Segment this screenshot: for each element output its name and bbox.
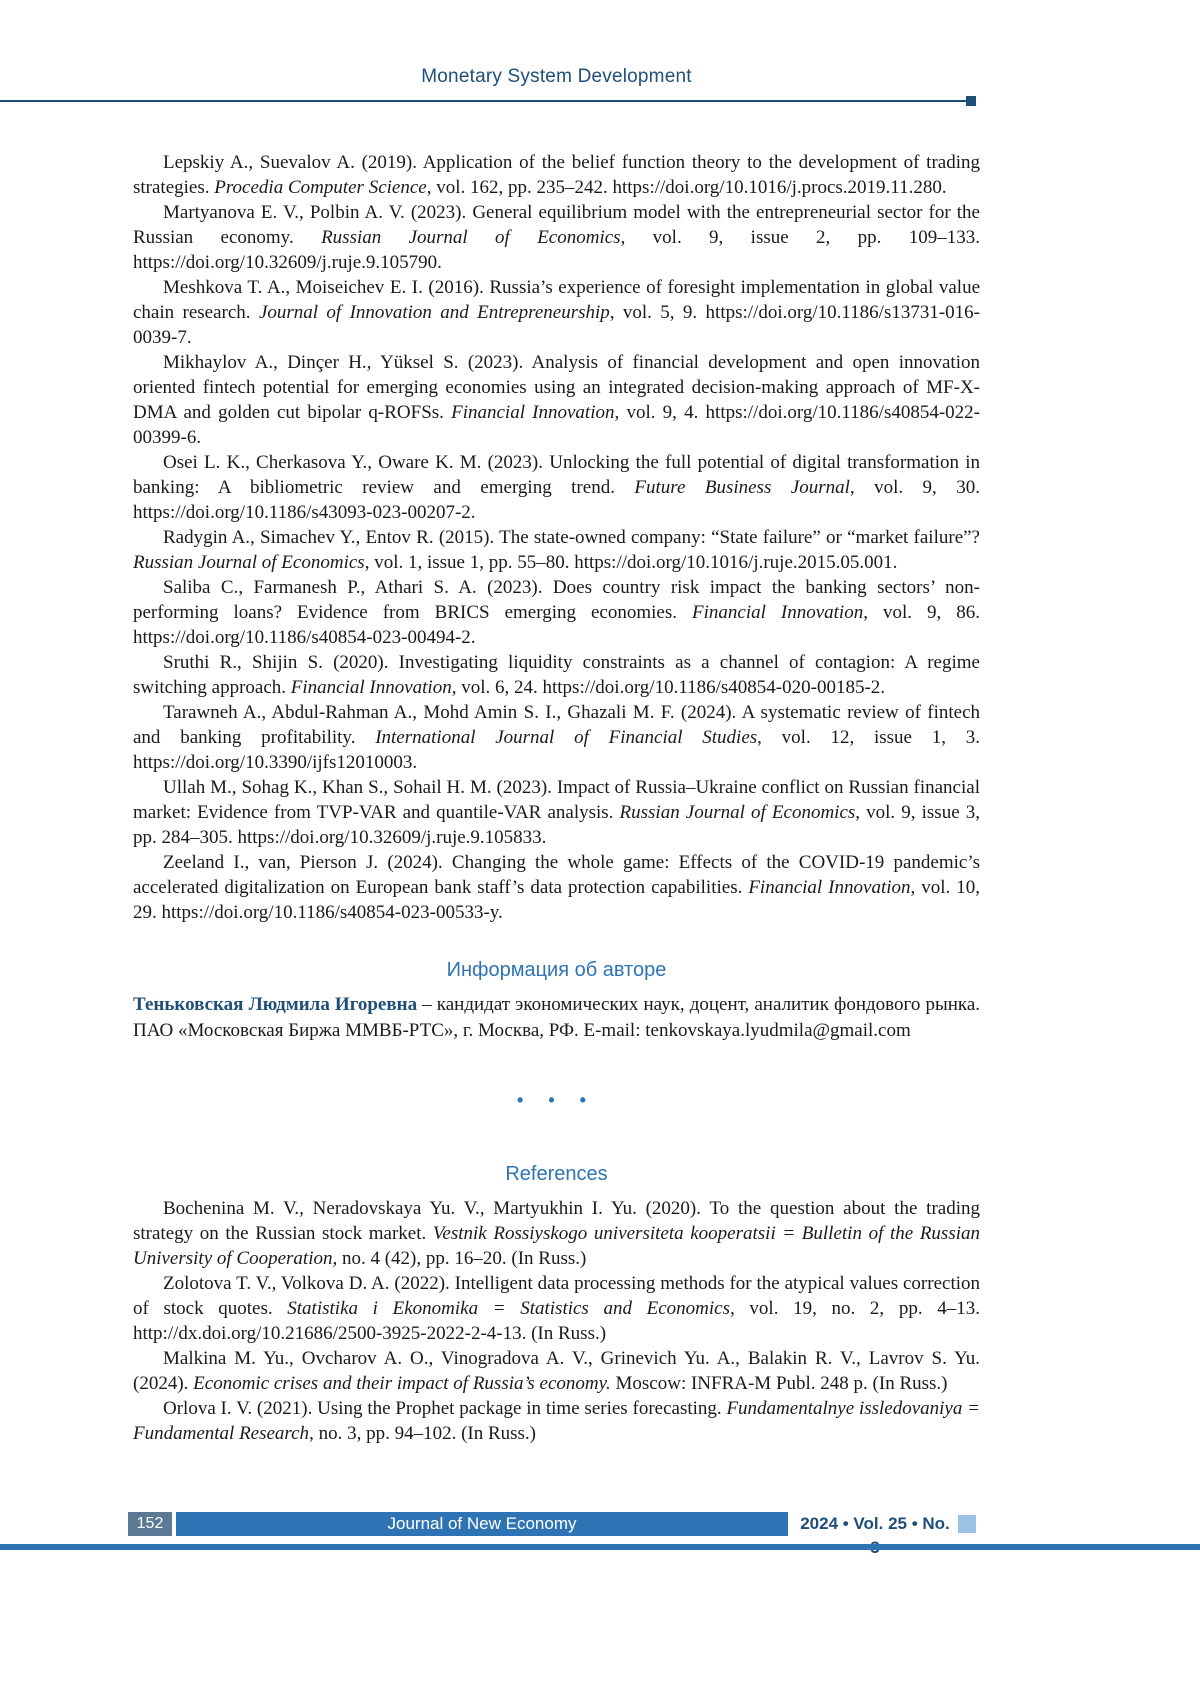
text-run: , vol. 9, issue 2, pp. 109–133. https://doi.org/10.32609/j.ruje.9.105790. (133, 227, 980, 273)
italic-text-run: Russian Journal of Economics (619, 802, 856, 823)
text-run: , vol. 9, 30. https://doi.org/10.1186/s43093-023-00207-2. (133, 477, 980, 523)
text-run: vol. 19, no. 2, pp. 4–13. http://dx.doi.org/10.21686/2500-3925-2022-2-4-13. (In Russ.) (133, 1298, 981, 1344)
text-run: Zolotova T. V., Volkova D. A. (2022). Intelligent data processing methods for the atypical values correction of stock quotes. (133, 1273, 980, 1319)
text-run: , vol. 1, issue 1, pp. 55–80. https://doi.org/10.1016/j.ruje.2015.05.001. (364, 552, 898, 573)
italic-text-run: Fundamentalnye issledovaniya = Fundamental Research (133, 1398, 980, 1444)
text-run: , vol. 10, 29. https://doi.org/10.1186/s40854-023-00533-y. (133, 877, 981, 923)
italic-text-run: Russian Journal of Economics (133, 552, 365, 573)
text-run: , vol. 9, issue 3, pp. 284–305. https://doi.org/10.32609/j.ruje.9.105833. (133, 802, 980, 848)
text-run: Tarawneh A., Abdul-Rahman A., Mohd Amin S. I., Ghazali M. F. (2024). A systematic review of fintech and banking profitability. (133, 702, 980, 748)
references-heading: References (505, 1163, 608, 1185)
footer-accent-square (958, 1515, 976, 1533)
reference-item (133, 150, 980, 200)
italic-text-run: Vestnik Rossiyskogo universiteta kooperatsii = Bulletin of the Russian University of Cooperation (133, 1223, 980, 1269)
text-run: , vol. 5, 9. https://doi.org/10.1186/s13731-016-0039-7. (133, 302, 980, 348)
references-list-continued (133, 150, 980, 925)
italic-text-run: Financial Innovation (692, 602, 864, 623)
text-run: Zeeland I., van, Pierson J. (2024). Changing the whole game: Effects of the COVID-19 pandemic’s accelerated digitalization on European bank staff’s data protection capabilities. (133, 852, 980, 898)
reference-item (133, 1196, 980, 1271)
text-run: Orlova I. V. (2021). Using the Prophet package in time series forecasting. (163, 1398, 727, 1419)
header-rule (0, 100, 976, 102)
reference-item (133, 775, 980, 850)
reference-item (133, 200, 980, 275)
text-run: Malkina M. Yu., Ovcharov A. O., Vinogradova A. V., Grinevich Yu. A., Balakin R. V., Lavrov S. Yu. (2024). (133, 1348, 980, 1394)
text-run: , vol. 9, 86. https://doi.org/10.1186/s40854-023-00494-2. (133, 602, 980, 648)
reference-item (133, 650, 980, 700)
reference-item (133, 575, 980, 650)
italic-text-run: Financial Innovation (451, 402, 615, 423)
text-run: Mikhaylov A., Dinçer H., Yüksel S. (2023). Analysis of financial development and open innovation oriented fintech potential for emerging economies using an integrated decision-making approach of MF-X-DMA and golden cut bipolar q-ROFSs. (133, 352, 980, 423)
text-run: , vol. 12, issue 1, 3. https://doi.org/10.3390/ijfs12010003. (133, 727, 981, 773)
text-run: , vol. 162, pp. 235–242. https://doi.org/10.1016/j.procs.2019.11.280. (426, 177, 947, 198)
text-run: Martyanova E. V., Polbin A. V. (2023). General equilibrium model with the entrepreneurial sector for the Russian economy. (133, 202, 980, 248)
italic-text-run: International Journal of Financial Studies (375, 727, 758, 748)
reference-item (133, 700, 980, 775)
reference-item (133, 525, 980, 575)
header-rule-end-square (966, 96, 976, 106)
text-run: , vol. 6, 24. https://doi.org/10.1186/s40854-020-00185-2. (451, 677, 886, 698)
section-separator-dots: • • • (517, 1090, 596, 1110)
italic-text-run: Economic crises and their impact of Russia’s economy. (193, 1373, 611, 1394)
text-run: Lepskiy A., Suevalov A. (2019). Application of the belief function theory to the development of trading strategies. (133, 152, 980, 198)
text-run: Ullah M., Sohag K., Khan S., Sohail H. M. (2023). Impact of Russia–Ukraine conflict on Russian financial market: Evidence from TVP-VAR and quantile-VAR analysis. (133, 777, 980, 823)
references-list (133, 1196, 980, 1446)
running-head-title: Monetary System Development (421, 66, 692, 87)
text-run: , no. 4 (42), pp. 16–20. (In Russ.) (332, 1248, 587, 1269)
author-info-heading: Информация об авторе (446, 959, 667, 981)
reference-item (133, 350, 980, 450)
text-run: Sruthi R., Shijin S. (2020). Investigating liquidity constraints as a channel of contagion: A regime switching approach. (133, 652, 980, 698)
page-footer (0, 1512, 1200, 1536)
reference-item (133, 275, 980, 350)
italic-text-run: Procedia Computer Science (214, 177, 427, 198)
italic-text-run: Financial Innovation (290, 677, 452, 698)
page-number-badge: 152 (128, 1512, 172, 1536)
italic-text-run: Statistika i Ekonomika = Statistics and Economics, (287, 1298, 735, 1319)
italic-text-run: Future Business Journal (634, 477, 850, 498)
reference-item (133, 1271, 980, 1346)
text-run: , vol. 9, 4. https://doi.org/10.1186/s40854-022-00399-6. (133, 402, 980, 448)
author-name: Теньковская Людмила Игоревна (133, 994, 418, 1015)
reference-item (133, 850, 980, 925)
reference-item (133, 1396, 980, 1446)
text-run: Osei L. K., Cherkasova Y., Oware K. M. (2023). Unlocking the full potential of digital transformation in banking: A bibliometric review and emerging trend. (133, 452, 980, 498)
reference-item (133, 450, 980, 525)
text-run: Saliba C., Farmanesh P., Athari S. A. (2023). Does country risk impact the banking sectors’ non-performing loans? Evidence from BRICS emerging economies. (133, 577, 980, 623)
journal-name-bar: Journal of New Economy (176, 1512, 788, 1536)
issue-info: 2024 • Vol. 25 • No. (800, 1514, 950, 1533)
text-run: – кандидат экономических наук, доцент, аналитик фондового рынка. ПАО «Московская Биржа ММВБ-РТС», г. Москва, РФ. E-mail: tenkovskaya.lyudmila@gmail.com (133, 994, 981, 1041)
reference-item (133, 1346, 980, 1396)
page-body (133, 150, 980, 1446)
italic-text-run: Russian Journal of Economics (321, 227, 621, 248)
italic-text-run: Financial Innovation (748, 877, 911, 898)
text-run: Meshkova T. A., Moiseichev E. I. (2016). Russia’s experience of foresight implementation in global value chain research. (133, 277, 980, 323)
text-run: Moscow: INFRA-M Publ. 248 p. (In Russ.) (610, 1373, 948, 1394)
italic-text-run: Journal of Innovation and Entrepreneurship (258, 302, 610, 323)
text-run: Bochenina M. V., Neradovskaya Yu. V., Martyukhin I. Yu. (2020). To the question about the trading strategy on the Russian stock market. (133, 1198, 980, 1244)
text-run: , no. 3, pp. 94–102. (In Russ.) (309, 1423, 537, 1444)
footer-bottom-rule (0, 1544, 1200, 1550)
author-info-paragraph (133, 992, 980, 1044)
text-run: Radygin A., Simachev Y., Entov R. (2015). The state-owned company: “State failure” or “market failure”? (163, 527, 980, 548)
